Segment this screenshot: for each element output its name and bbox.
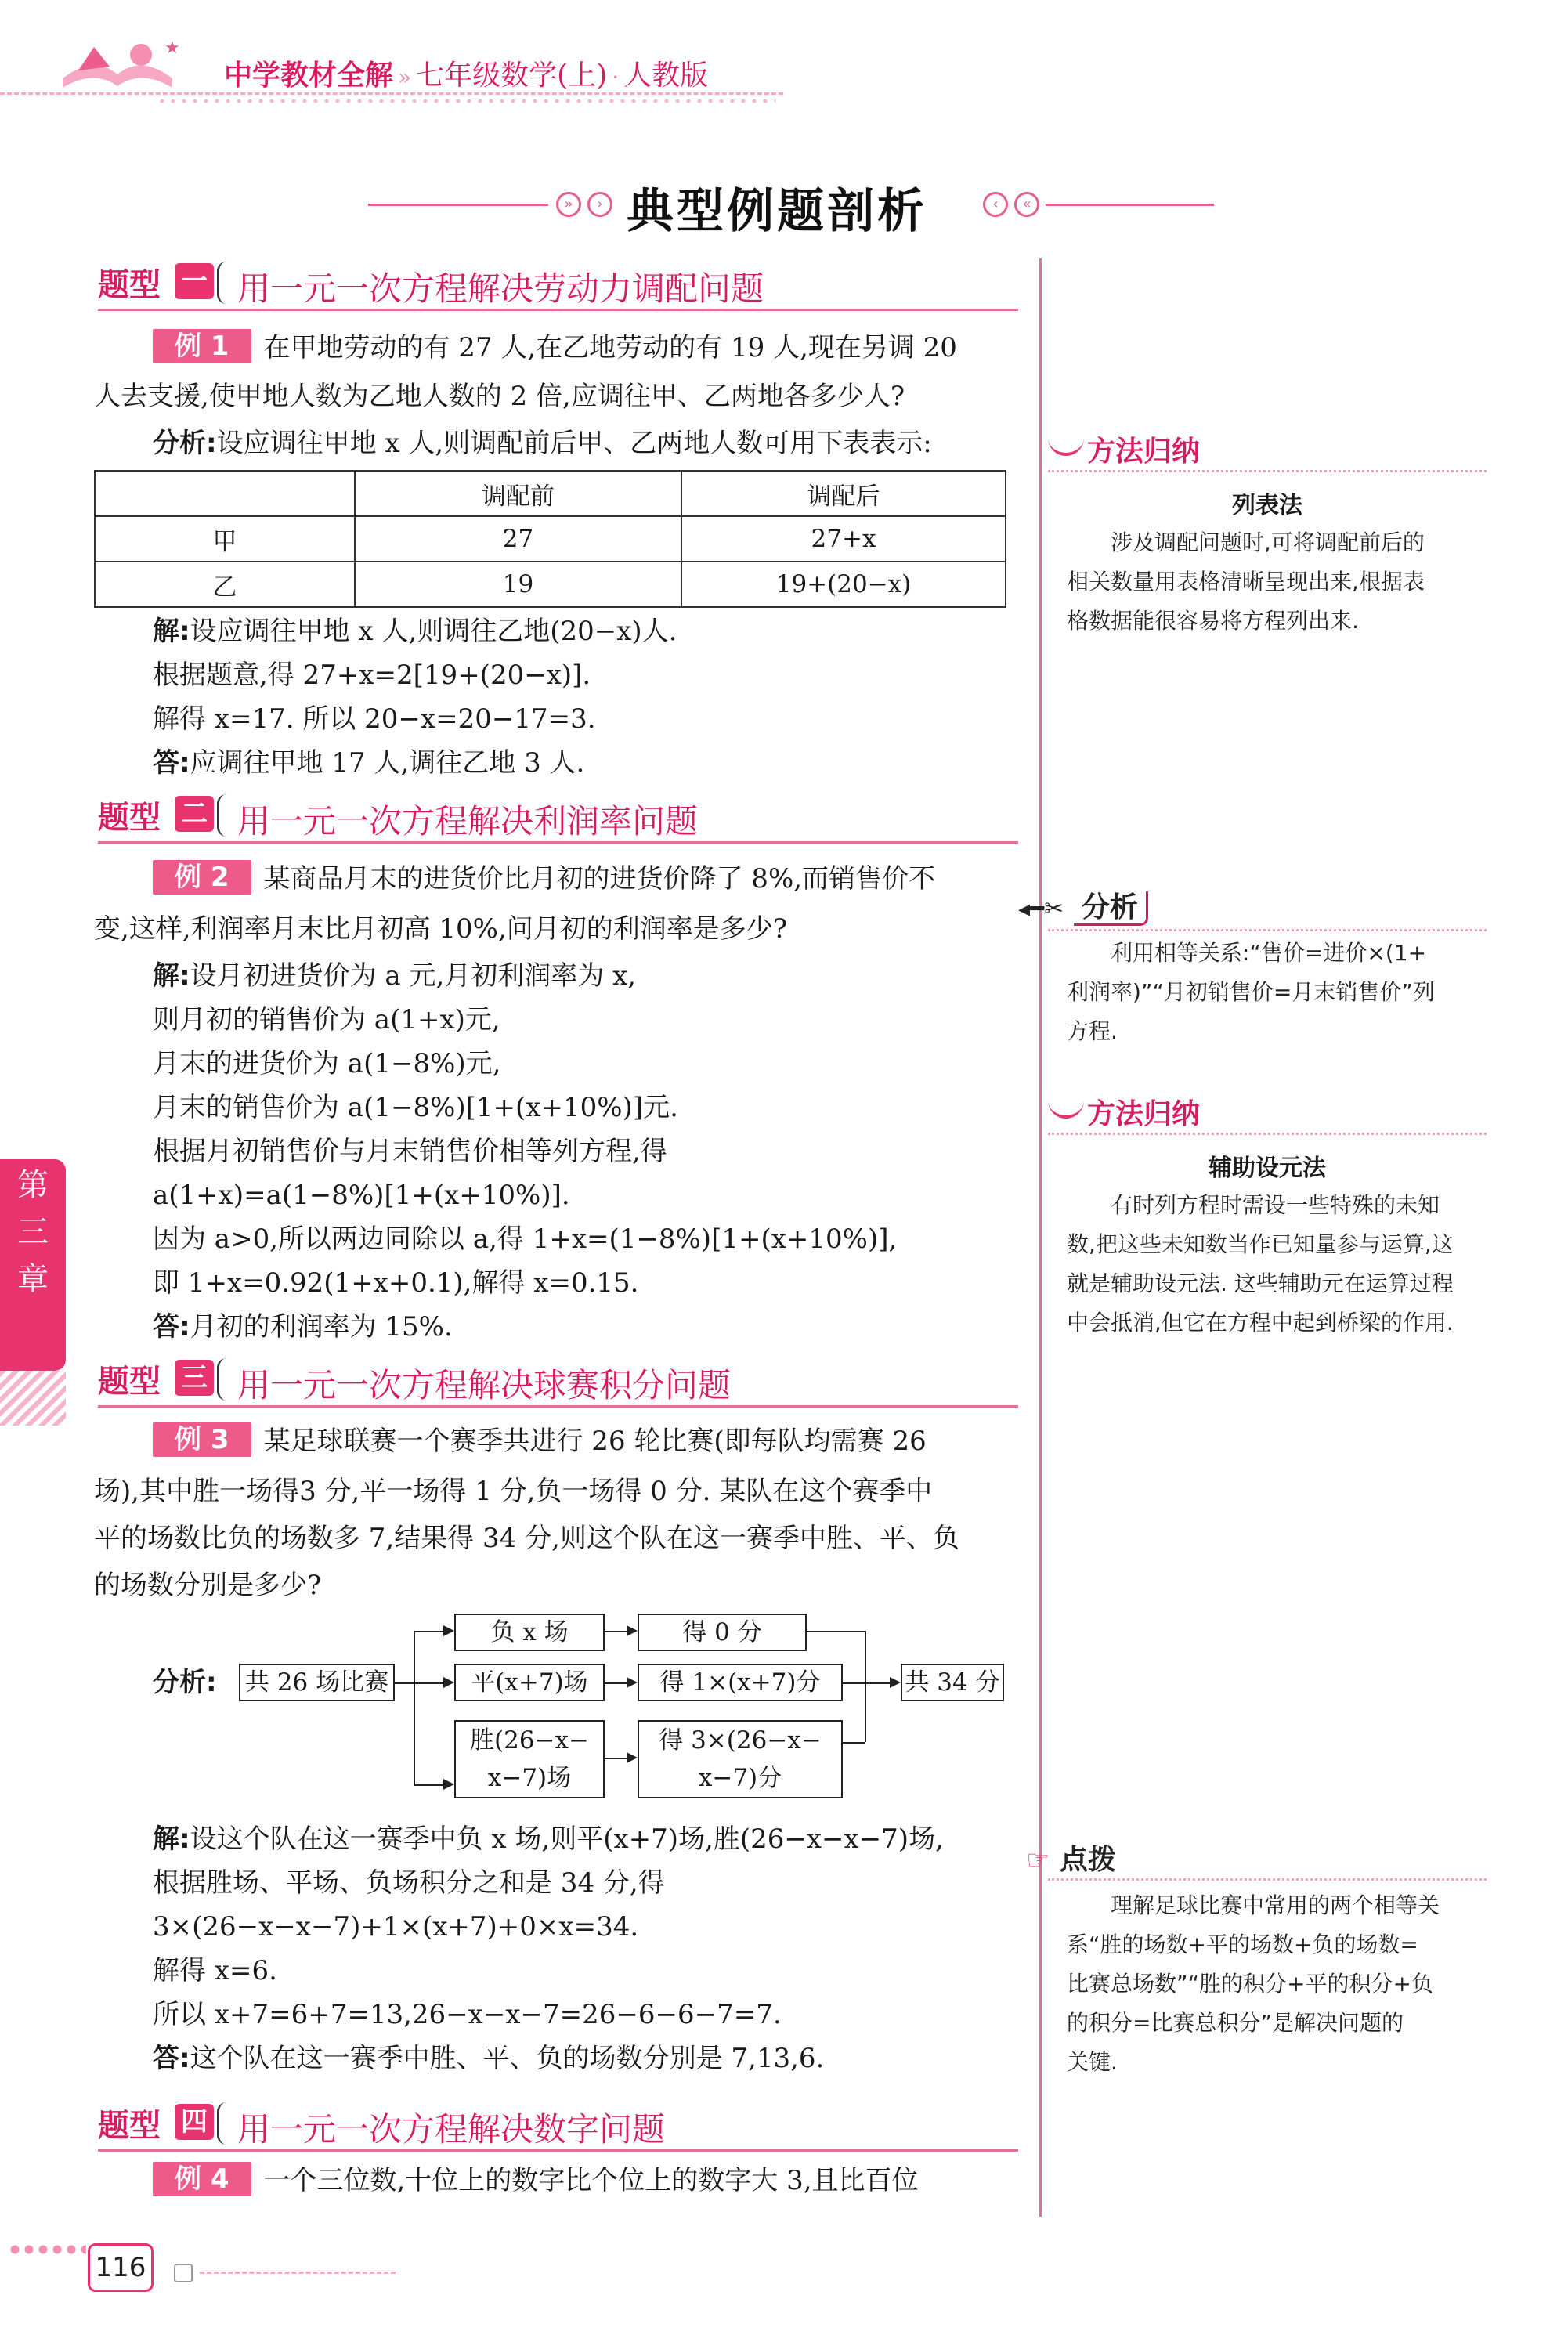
ex4-q1: 一个三位数,十位上的数字比个位上的数字大 3,且比百位 (263, 2165, 919, 2196)
ex3-solution-1 (153, 1817, 944, 1862)
section-bracket (217, 1358, 237, 1401)
ex2-ans-label: 答: (153, 1311, 190, 1343)
ex2-sol-label: 解: (153, 960, 190, 992)
section-label: 题型 (98, 2108, 161, 2144)
title-rule-right (1046, 204, 1214, 206)
table-cell: 乙 (95, 562, 355, 607)
pointing-hand-icon: ☞ (1026, 1845, 1050, 1876)
section-number: 二 (175, 796, 214, 832)
ex3-ans-label: 答: (153, 2043, 190, 2074)
sidebar-method-2-title: 方法归纳 (1087, 1098, 1201, 1130)
flow-points-win (638, 1720, 843, 1798)
flow-line (414, 1784, 443, 1786)
header-subtitle: 七年级数学(上) (416, 60, 608, 92)
ex3-l3: 3×(26−x−x−7)+1×(x+7)+0×x=34. (153, 1911, 639, 1943)
flow-line (393, 1682, 414, 1684)
ex1-question-line1 (153, 326, 957, 370)
sidebar-tip-head (1026, 1838, 1116, 1878)
sidebar-line: 的积分=比赛总积分”是解决问题的 (1067, 2010, 1404, 2036)
ex3-answer (153, 2037, 824, 2081)
ex1-ans-label: 答: (153, 747, 190, 779)
sidebar-line: 方程. (1067, 1018, 1118, 1044)
flow-line (865, 1682, 893, 1684)
flow-arrowhead (443, 1625, 454, 1636)
ex2-badge: 例 2 (153, 860, 251, 895)
ex2-l8: 即 1+x=0.92(1+x+0.1),解得 x=0.15. (153, 1267, 639, 1299)
ex3-question-line1 (153, 1419, 927, 1464)
sidebar-line: 就是辅助设元法. 这些辅助元在运算过程 (1067, 1270, 1454, 1296)
section-bracket (217, 794, 237, 837)
sidebar-method-1-title: 方法归纳 (1087, 436, 1201, 468)
table-cell: 19+(20−x) (681, 562, 1006, 607)
sidebar-line: 有时列方程时需设一些特殊的未知 (1111, 1192, 1440, 1218)
ex3-l4: 解得 x=6. (153, 1955, 277, 1986)
sidebar-line: 利润率)”“月初销售价=月末销售价”列 (1067, 979, 1435, 1005)
flow-arrowhead (627, 1752, 638, 1763)
flow-points-lose: 得 0 分 (638, 1614, 807, 1651)
ex2-solution-1 (153, 954, 636, 999)
flow-line (865, 1631, 866, 1742)
section-number: 四 (175, 2104, 214, 2140)
section-header-1 (98, 258, 1018, 311)
ex1-sol3: 解得 x=17. 所以 20−x=20−17=3. (153, 703, 596, 735)
flow-line (841, 1682, 865, 1684)
flow-line (414, 1631, 443, 1632)
ex3-q2: 场),其中胜一场得3 分,平一场得 1 分,负一场得 0 分. 某队在这个赛季中 (94, 1476, 933, 1507)
column-divider (1039, 258, 1042, 2217)
sidebar-analysis-title: 分析 (1074, 891, 1148, 926)
ex2-l6: a(1+x)=a(1−8%)[1+(x+10%)]. (153, 1180, 570, 1211)
ex1-table (94, 470, 1006, 608)
table-cell (95, 471, 355, 516)
chapter-tab-char: 章 (17, 1261, 49, 1297)
pen-swoosh-icon (1048, 434, 1084, 456)
sidebar-rule (1048, 1878, 1487, 1881)
page-title: 典型例题剖析 (627, 184, 927, 239)
ex3-q3: 平的场数比负的场数多 7,结果得 34 分,则这个队在这一赛季中胜、平、负 (94, 1523, 959, 1554)
chapter-tab-stripes (0, 1371, 66, 1426)
ex1-q2: 人去支援,使甲地人数为乙地人数的 2 倍,应调往甲、乙两地各多少人? (94, 381, 905, 412)
flow-points-win-line2: x−7)分 (698, 1764, 782, 1792)
flow-line (603, 1758, 627, 1759)
section-label: 题型 (98, 800, 161, 836)
section-title: 用一元一次方程解决劳动力调配问题 (237, 269, 764, 308)
sidebar-method-2-body (1067, 1186, 1490, 1343)
header-title (224, 53, 708, 93)
section-label: 题型 (98, 267, 161, 303)
flow-line (603, 1631, 627, 1632)
header-dots (157, 97, 775, 105)
table-row (95, 471, 1006, 516)
header-rule (0, 92, 783, 95)
flow-line (603, 1682, 627, 1684)
section-title: 用一元一次方程解决数字问题 (237, 2110, 666, 2149)
section-title: 用一元一次方程解决球赛积分问题 (237, 1366, 732, 1404)
ex2-ans: 月初的利润率为 15%. (190, 1311, 453, 1343)
ex2-l3: 月末的进货价为 a(1−8%)元, (153, 1048, 501, 1079)
table-cell: 27 (355, 516, 681, 562)
section-label: 题型 (98, 1364, 161, 1400)
ex3-sol-label: 解: (153, 1823, 190, 1855)
ex2-l4: 月末的销售价为 a(1−8%)[1+(x+10%)]元. (153, 1092, 678, 1123)
flow-points-draw: 得 1×(x+7)分 (638, 1664, 843, 1701)
flow-lose: 负 x 场 (454, 1614, 605, 1651)
sidebar-line: 格数据能很容易将方程列出来. (1067, 608, 1359, 634)
ex4-badge: 例 4 (153, 2162, 251, 2196)
ex1-ans: 应调往甲地 17 人,调往乙地 3 人. (190, 747, 585, 779)
section-title: 用一元一次方程解决利润率问题 (237, 802, 699, 840)
flow-total: 共 34 分 (901, 1664, 1004, 1701)
ex3-q4: 的场数分别是多少? (94, 1570, 322, 1601)
ex2-l5: 根据月初销售价与月末销售价相等列方程,得 (153, 1136, 667, 1167)
ex3-badge: 例 3 (153, 1422, 251, 1457)
sidebar-line: 关键. (1067, 2049, 1118, 2075)
section-header-4 (98, 2099, 1018, 2152)
sidebar-line: 利用相等关系:“售价=进价×(1+ (1111, 940, 1427, 966)
sidebar-line: 系“胜的场数+平的场数+负的场数= (1067, 1932, 1418, 1957)
section-bracket (217, 262, 237, 304)
ex2-q1: 某商品月末的进货价比月初的进货价降了 8%,而销售价不 (263, 863, 936, 895)
sidebar-analysis-head (1018, 885, 1148, 925)
ex2-q2: 变,这样,利润率月末比月初高 10%,问月初的利润率是多少? (94, 913, 788, 945)
footer-dots (8, 2245, 86, 2254)
sidebar-tip-body (1067, 1886, 1490, 2082)
header-sep-icon: » (398, 64, 412, 90)
flow-start: 共 26 场比赛 (239, 1664, 395, 1701)
flow-line (414, 1682, 443, 1684)
sidebar-method-2-head (1048, 1092, 1200, 1132)
table-cell: 甲 (95, 516, 355, 562)
ex1-sol2: 根据题意,得 27+x=2[19+(20−x)]. (153, 660, 591, 691)
table-row (95, 562, 1006, 607)
table-row (95, 516, 1006, 562)
header-edition: 人教版 (623, 60, 709, 92)
ex2-answer (153, 1305, 453, 1350)
chapter-tab (0, 1159, 66, 1371)
table-cell: 27+x (681, 516, 1006, 562)
sidebar-method-1-sub: 列表法 (1232, 492, 1302, 519)
ex3-l1: 设这个队在这一赛季中负 x 场,则平(x+7)场,胜(26−x−x−7)场, (190, 1823, 944, 1855)
flow-arrowhead (443, 1779, 454, 1790)
section-bracket (217, 2102, 237, 2145)
ex1-sol1: 设应调往甲地 x 人,则调往乙地(20−x)人. (190, 616, 677, 647)
sidebar-line: 涉及调配问题时,可将调配前后的 (1111, 529, 1425, 555)
title-arrow-right-dot-icon: › (587, 192, 612, 217)
flow-line (805, 1631, 865, 1632)
ex3-l2: 根据胜场、平场、负场积分之和是 34 分,得 (153, 1867, 665, 1899)
ex1-answer (153, 741, 584, 786)
ex3-l5: 所以 x+7=6+7=13,26−x−x−7=26−6−6−7=7. (153, 1999, 782, 2030)
ex2-l7: 因为 a>0,所以两边同除以 a,得 1+x=(1−8%)[1+(x+10%)], (153, 1223, 898, 1255)
footer-rule (200, 2272, 396, 2274)
table-header: 调配前 (355, 471, 681, 516)
ex2-l2: 则月初的销售价为 a(1+x)元, (153, 1004, 500, 1035)
ex1-analysis-label: 分析: (153, 428, 217, 459)
chapter-tab-char: 第 (17, 1167, 49, 1203)
ex2-question-line1 (153, 857, 935, 902)
ex3-q1: 某足球联赛一个赛季共进行 26 轮比赛(即每队均需赛 26 (263, 1426, 927, 1457)
title-arrow-right-icon: « (1014, 192, 1039, 217)
ex4-question-line1 (153, 2159, 919, 2203)
ex3-analysis-label (153, 1661, 217, 1705)
flow-points-win-line1: 得 3×(26−x− (659, 1726, 822, 1755)
sidebar-analysis-body (1067, 934, 1490, 1051)
sidebar-method-1-head (1048, 429, 1200, 469)
flow-draw: 平(x+7)场 (454, 1664, 605, 1701)
sidebar-tip-title: 点拨 (1060, 1844, 1117, 1876)
pen-swoosh-icon (1048, 1097, 1084, 1119)
sidebar-rule (1048, 929, 1487, 931)
sidebar-rule (1048, 470, 1487, 472)
title-arrow-left-icon: » (556, 192, 581, 217)
flow-arrowhead (443, 1677, 454, 1688)
title-rule-left (368, 204, 548, 206)
header-dot: · (612, 64, 620, 90)
sidebar-line: 中会抵消,但它在方程中起到桥梁的作用. (1067, 1310, 1454, 1335)
sidebar-line: 数,把这些未知数当作已知量参与运算,这 (1067, 1231, 1454, 1257)
ex1-analysis (153, 421, 932, 466)
section-header-3 (98, 1355, 1018, 1408)
sidebar-rule (1048, 1133, 1487, 1135)
sidebar-method-1-body (1067, 523, 1490, 641)
ex3-ans: 这个队在这一赛季中胜、平、负的场数分别是 7,13,6. (190, 2043, 825, 2074)
footer-box-icon (174, 2264, 193, 2282)
sidebar-line: 理解足球比赛中常用的两个相等关 (1111, 1892, 1440, 1918)
flow-arrowhead (627, 1625, 638, 1636)
flow-win-line2: x−7)场 (487, 1764, 572, 1792)
title-arrow-left-dot-icon: ‹ (983, 192, 1008, 217)
ex1-badge: 例 1 (153, 329, 251, 363)
flow-arrowhead (627, 1677, 638, 1688)
flow-win-line1: 胜(26−x− (470, 1726, 589, 1755)
sidebar-line: 比赛总场数”“胜的积分+平的积分+负 (1067, 1971, 1433, 1997)
flow-line (414, 1631, 415, 1784)
header-logo (47, 31, 188, 94)
ex1-analysis-text: 设应调往甲地 x 人,则调配前后甲、乙两地人数可用下表表示: (216, 428, 932, 459)
section-number: 三 (175, 1360, 214, 1396)
section-header-2 (98, 791, 1018, 844)
ex1-sol-label: 解: (153, 616, 190, 647)
ex1-solution-1 (153, 609, 677, 654)
header-book: 中学教材全解 (224, 59, 394, 92)
table-header: 调配后 (681, 471, 1006, 516)
chapter-tab-char: 三 (17, 1214, 49, 1250)
sidebar-method-2-sub: 辅助设元法 (1209, 1155, 1326, 1182)
flow-win (454, 1720, 605, 1798)
flow-line (841, 1742, 865, 1744)
table-cell: 19 (355, 562, 681, 607)
page-number: 116 (88, 2243, 154, 2292)
svg-text:★: ★ (164, 38, 180, 58)
section-number: 一 (175, 263, 214, 299)
ex1-q1: 在甲地劳动的有 27 人,在乙地劳动的有 19 人,现在另调 20 (263, 332, 957, 363)
pointer-arrow-icon: ◂━✂ (1018, 895, 1064, 923)
sidebar-line: 相关数量用表格清晰呈现出来,根据表 (1067, 569, 1425, 595)
ex2-l1: 设月初进货价为 a 元,月初利润率为 x, (190, 960, 637, 992)
ex3-analysis-label-text: 分析: (153, 1667, 217, 1698)
flow-arrowhead (890, 1677, 901, 1688)
